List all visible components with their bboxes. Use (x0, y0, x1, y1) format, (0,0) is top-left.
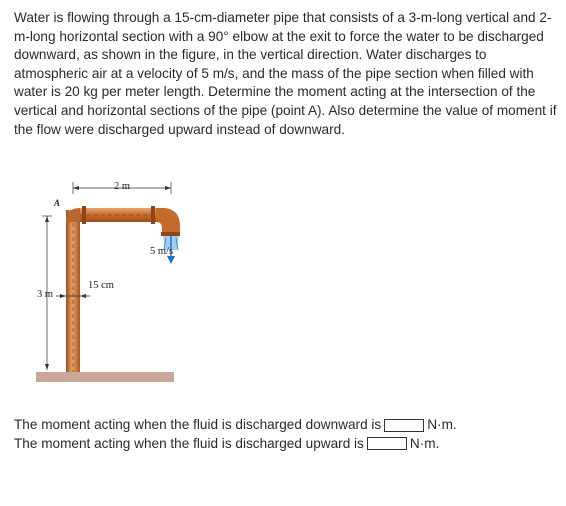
dim-3m-arrow-top (45, 216, 49, 222)
label-3m: 3 m (37, 289, 54, 300)
answer-downward-input[interactable] (384, 419, 424, 432)
label-2m: 2 m (114, 181, 131, 192)
answer-upward-input[interactable] (367, 437, 407, 450)
answer-upward-prompt: The moment acting when the fluid is discharged upward is (14, 435, 364, 451)
vertical-pipe (66, 210, 80, 372)
dim-15cm-arrow-left (60, 294, 66, 298)
exit-elbow (156, 208, 180, 234)
flange-right (151, 206, 155, 224)
label-point-A: A (54, 198, 61, 208)
dim-2m-arrow-right (165, 186, 171, 190)
ground (36, 372, 174, 382)
answer-downward-prompt: The moment acting when the fluid is discharged downward is (14, 417, 382, 432)
answer-section (14, 416, 457, 453)
exit-nozzle (161, 232, 180, 236)
dim-15cm-arrow-right (80, 294, 86, 298)
problem-statement: Water is flowing through a 15-cm-diameter pipe that consists of a 3-m-long vertical and 2-m-long horizontal section with a 90° elbow at the exit to force the water to be discharged downward, as shown in the figure, in the vertical direction. Water discharges to atmospheric air at a velocity of 5 m/s, and the mass of the pipe section when filled with water is 20 kg per meter length. Determine the moment acting at the intersection of the vertical and horizontal sections of the pipe (point A). Also determine the value of moment if the flow were discharged upward instead of downward. (14, 10, 557, 137)
dim-2m-arrow-left (73, 186, 79, 190)
velocity-arrowhead (167, 256, 175, 264)
answer-row-downward (14, 416, 457, 435)
dim-3m-arrow-bottom (45, 364, 49, 370)
label-diameter: 15 cm (88, 280, 114, 291)
label-velocity: 5 m/s (150, 246, 174, 257)
pipe-figure (30, 176, 180, 386)
answer-downward-unit: N·m. (427, 417, 457, 432)
answer-row-upward (14, 435, 457, 454)
flange-left (82, 206, 86, 224)
answer-upward-unit: N·m. (409, 435, 440, 451)
